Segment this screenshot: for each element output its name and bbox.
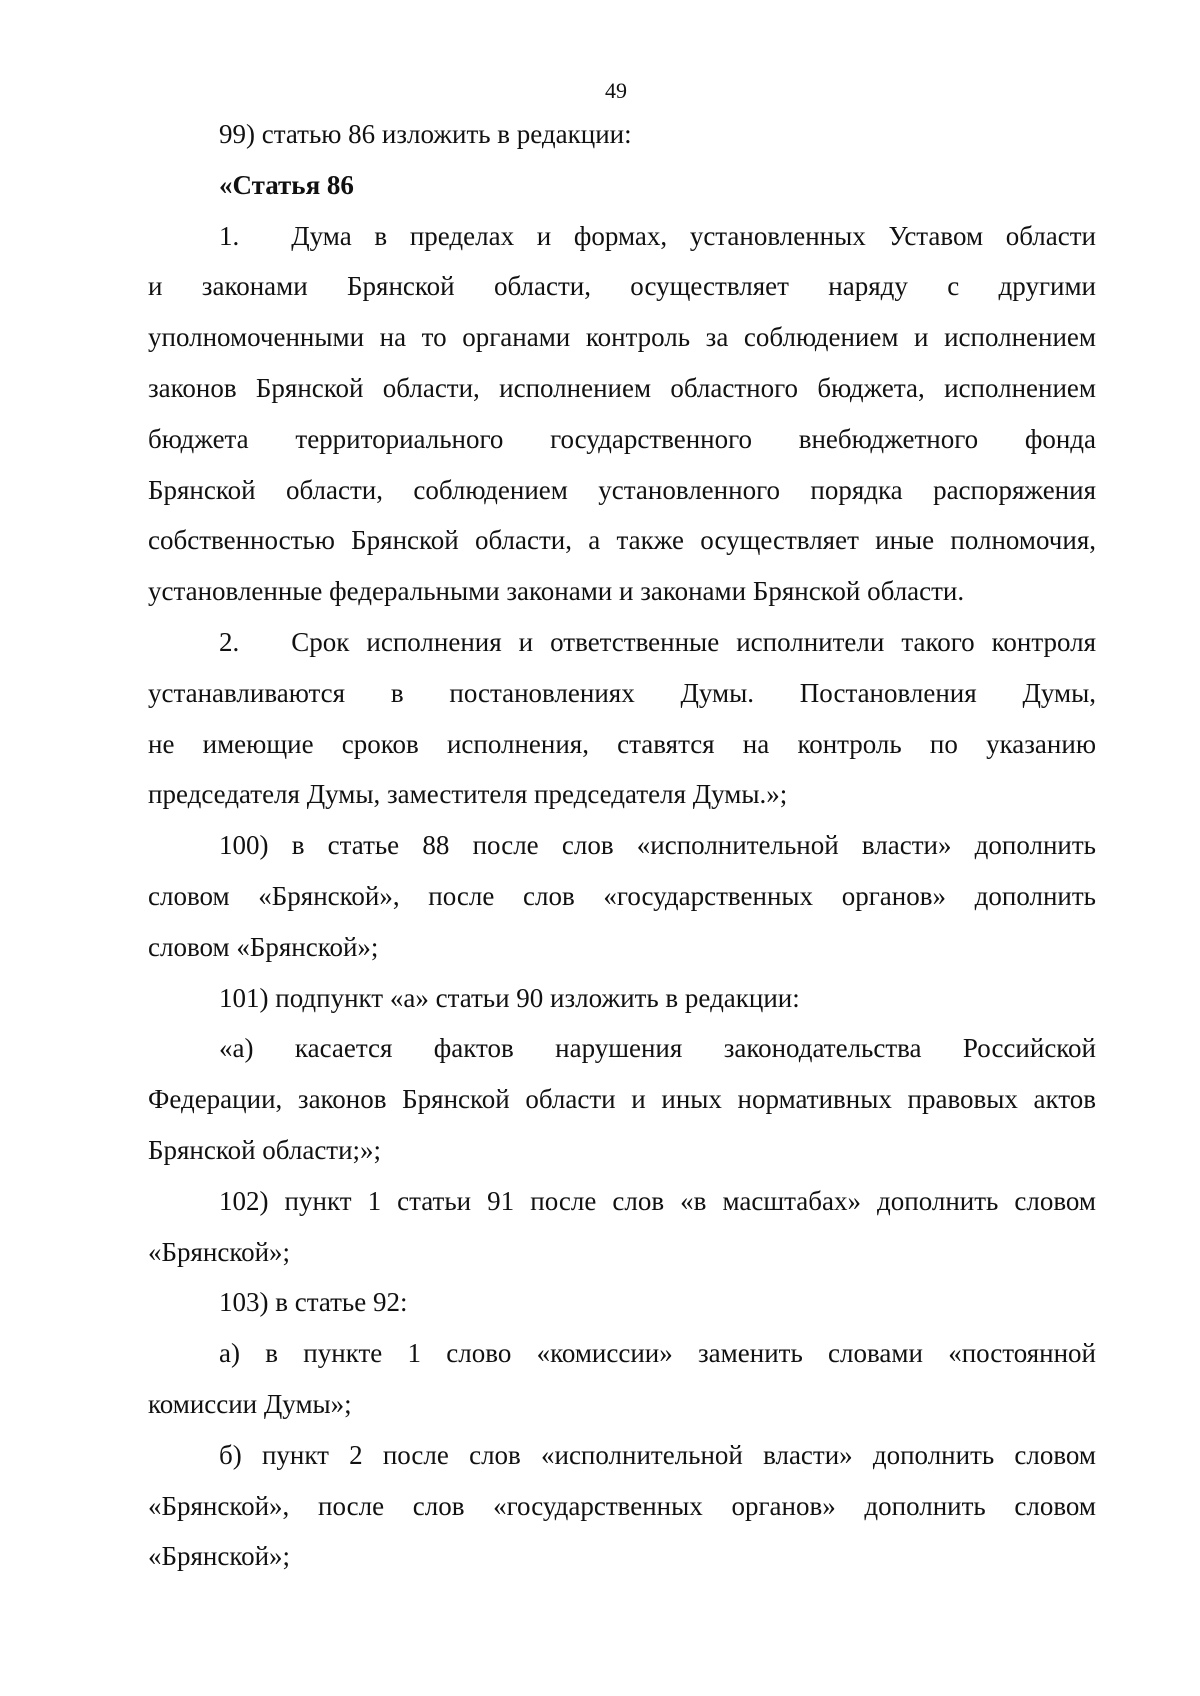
subitem-a-line: Брянской области;»; <box>148 1134 382 1165</box>
paragraph-1-line: собственностью Брянской области, а также осуществляет иные полномочия, <box>148 525 1096 556</box>
amendment-102-line: 102) пункт 1 статьи 91 после слов «в масштабах» дополнить словом <box>219 1185 1096 1216</box>
amendment-103: 103) в статье 92: <box>219 1287 408 1318</box>
subitem-a-line: «а) касается фактов нарушения законодательства Российской <box>219 1033 1096 1064</box>
amendment-103a-line: а) в пункте 1 слово «комиссии» заменить словами «постоянной <box>219 1338 1096 1369</box>
amendment-103b-line: «Брянской», после слов «государственных органов» дополнить словом <box>148 1490 1096 1521</box>
item-number: 2. <box>219 626 240 657</box>
amendment-102-line: «Брянской»; <box>148 1236 291 1267</box>
paragraph-2-line: не имеющие сроков исполнения, ставятся на контроль по указанию <box>148 728 1096 759</box>
paragraph-1-line: законов Брянской области, исполнением областного бюджета, исполнением <box>148 372 1096 403</box>
amendment-100-line: 100) в статье 88 после слов «исполнительной власти» дополнить <box>219 830 1096 861</box>
page-number: 49 <box>605 78 627 103</box>
item-number: 1. <box>219 220 240 251</box>
amendment-103b-line: «Брянской»; <box>148 1541 291 1572</box>
paragraph-1-line: бюджета территориального государственного внебюджетного фонда <box>148 423 1096 454</box>
amendment-103b-line: б) пункт 2 после слов «исполнительной власти» дополнить словом <box>219 1439 1096 1470</box>
paragraph-2-line: 2. Срок исполнения и ответственные исполнители такого контроля <box>219 626 1096 657</box>
amendment-103a-line: комиссии Думы»; <box>148 1388 352 1419</box>
paragraph-2-line: устанавливаются в постановлениях Думы. Постановления Думы, <box>148 677 1096 708</box>
paragraph-1-line: Брянской области, соблюдением установленного порядка распоряжения <box>148 474 1096 505</box>
amendment-99: 99) статью 86 изложить в редакции: <box>219 119 632 149</box>
paragraph-1-line: установленные федеральными законами и законами Брянской области. <box>148 576 965 607</box>
amendment-101: 101) подпункт «а» статьи 90 изложить в редакции: <box>219 982 800 1013</box>
paragraph-1-line: и законами Брянской области, осуществляет наряду с другими <box>148 271 1096 302</box>
paragraph-2-line: председателя Думы, заместителя председателя Думы.»; <box>148 779 788 810</box>
paragraph-1-line: 1. Дума в пределах и формах, установленных Уставом области <box>219 220 1096 251</box>
subitem-a-line: Федерации, законов Брянской области и иных нормативных правовых актов <box>148 1084 1096 1115</box>
amendment-100-line: словом «Брянской»; <box>148 931 379 962</box>
article-heading: «Статья 86 <box>219 169 354 200</box>
paragraph-1-line: уполномоченными на то органами контроль за соблюдением и исполнением <box>148 322 1096 353</box>
amendment-100-line: словом «Брянской», после слов «государственных органов» дополнить <box>148 880 1096 911</box>
document-body <box>148 109 1096 1582</box>
